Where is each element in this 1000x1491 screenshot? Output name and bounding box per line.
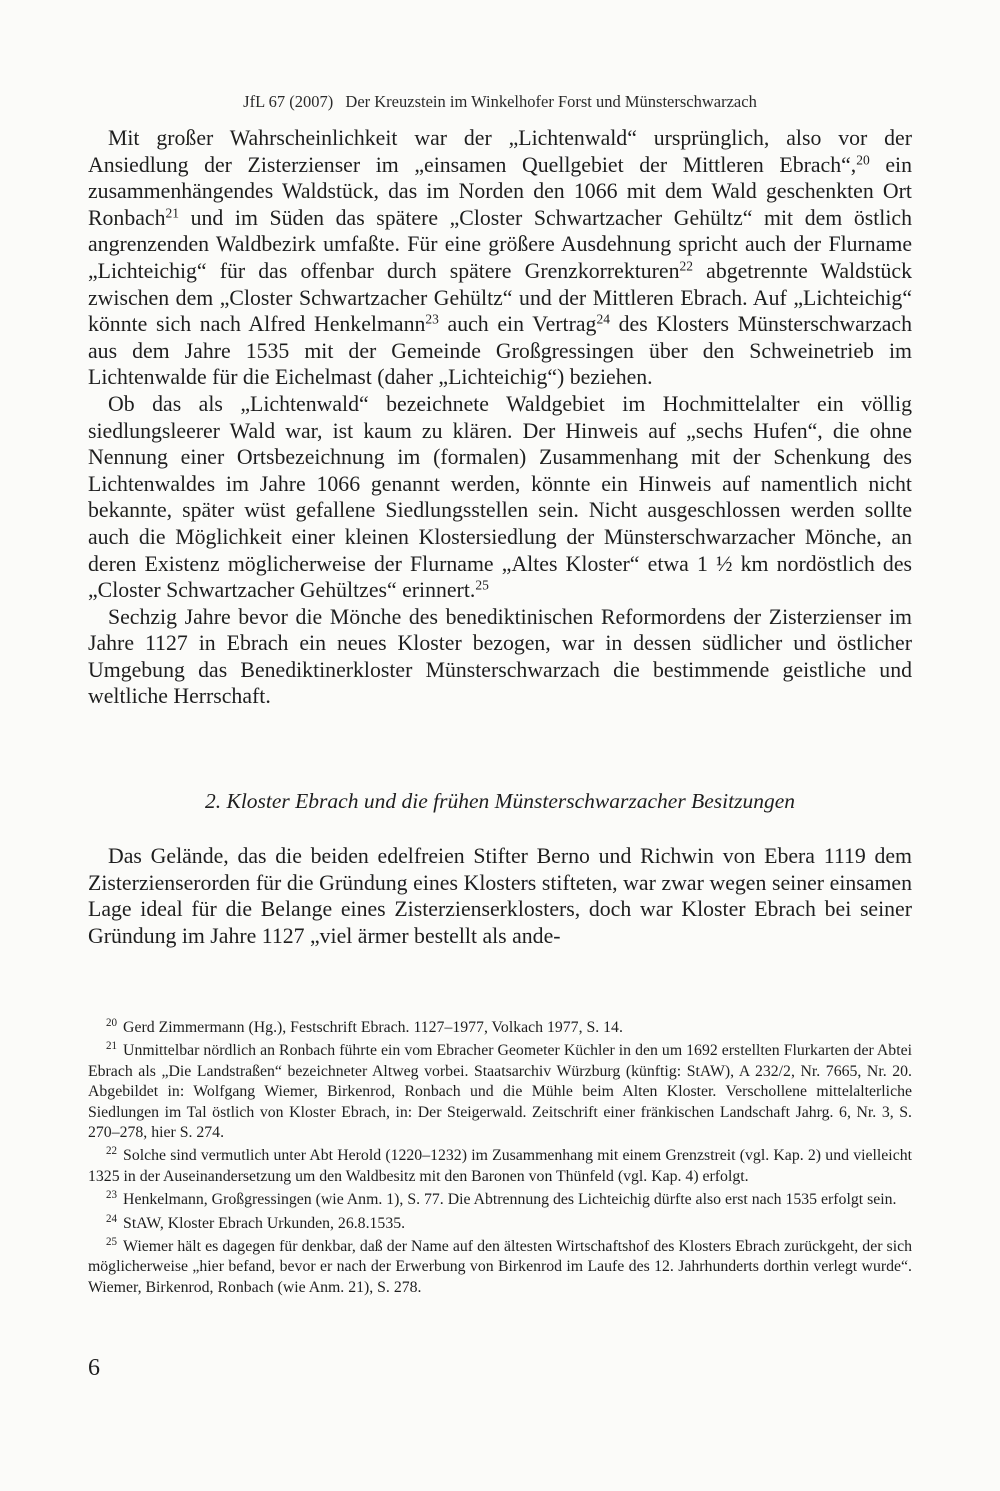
footnote-ref: 25	[475, 577, 489, 593]
paragraph: Das Gelände, das die beiden edelfreien Stifter Berno und Richwin von Ebera 1119 dem Zisterzienserorden für die Gründung eines Klosters stifteten, war zwar wegen seiner einsamen Lage ideal für die Belange eines Zisterzienserklosters, doch war Kloster Ebrach bei seiner Gründung im Jahre 1127 „viel ärmer bestellt als ande-	[88, 844, 912, 948]
footnote: $^{25}$ Wiemer hält es dagegen für denkbar, daß der Name auf den ältesten Wirtschaftshof des Klosters Ebrach zurückgeht, der sich möglicherweise „hier befand, bevor er nach der Erwerbung von Birkenrod im Laufe des 12. Jahrhunderts dorthin verlegt wurde“. Wiemer, Birkenrod, Ronbach (wie Anm. 21), S. 278.	[88, 1235, 912, 1296]
footnote: $^{21}$ Unmittelbar nördlich an Ronbach führte ein vom Ebracher Geometer Küchler in den um 1692 erstellten Flurkarten der Abtei Ebrach als „Die Landstraßen“ bezeichneter Altweg vorbei. Staatsarchiv Würzburg (künftig: StAW), A 232/2, Nr. 7665, Nr. 20. Abgebildet in: Wolfgang Wiemer, Birkenrod, Ronbach und die Mühle beim Alten Kloster. Verschollene mittelalterliche Siedlungen im Tal östlich von Kloster Ebrach, in: Der Steigerwald. Zeitschrift einer fränkischen Landschaft Jahrg. 6, Nr. 3, S. 270–278, hier S. 274.	[88, 1040, 912, 1142]
journal-reference: JfL 67 (2007)	[243, 92, 334, 111]
footnote-ref: 22	[679, 258, 694, 274]
footnote-ref: 24	[596, 311, 610, 327]
article-title: Der Kreuzstein im Winkelhofer Forst und Münsterschwarzach	[345, 92, 757, 111]
section-heading: 2. Kloster Ebrach und die frühen Münsterschwarzacher Besitzungen	[204, 789, 795, 813]
body-section-2	[88, 843, 912, 949]
paragraph: Mit großer Wahrscheinlichkeit war der „Lichtenwald“ ursprünglich, also vor der Ansiedlung der Zisterzienser im „einsamen Quellgebiet der Mittleren Ebrach“,$^{20}$ ein zusammenhängendes Waldstück, das im Norden den 1066 mit dem Wald geschenkten Ort Ronbach$^{21}$ und im Süden das spätere „Closter Schwartzacher Gehültz“ mit dem östlich angrenzenden Waldbezirk umfaßte. Für eine größere Ausdehnung spricht auch der Flurname „Lichteichig“ für das offenbar durch spätere Grenzkorrekturen$^{22}$ abgetrennte Waldstück zwischen dem „Closter Schwartzacher Gehültz“ und der Mittleren Ebrach. Auf „Lichteichig“ könnte sich nach Alfred Henkelmann$^{23}$ auch ein Vertrag$^{24}$ des Klosters Münsterschwarzach aus dem Jahre 1535 mit der Gemeinde Großgressingen über den Schweinetrieb im Lichtenwalde für die Eichelmast (daher „Lichteichig“) beziehen.	[88, 126, 913, 390]
footnote-ref: 20	[856, 152, 870, 168]
footnote-ref: 23	[425, 311, 439, 327]
footnote: $^{22}$ Solche sind vermutlich unter Abt Herold (1220–1232) im Zusammenhang mit einem Grenzstreit (vgl. Kap. 2) und vielleicht 1325 in der Auseinandersetzung um den Waldbesitz mit den Baronen von Thünfeld (vgl. Kap. 4) erfolgt.	[88, 1145, 912, 1185]
body-section-1	[88, 125, 912, 710]
footnote: $^{23}$ Henkelmann, Großgressingen (wie Anm. 1), S. 77. Die Abtrennung des Lichteichig dürfte also erst nach 1535 erfolgt sein.	[106, 1189, 897, 1209]
running-header	[88, 92, 912, 112]
footnotes	[88, 1018, 912, 1301]
page-number: 6	[88, 1355, 100, 1381]
paragraph: Ob das als „Lichtenwald“ bezeichnete Waldgebiet im Hochmittelalter ein völlig siedlungsleerer Wald war, ist kaum zu klären. Der Hinweis auf „sechs Hufen“, die ohne Nennung einer Ortsbezeichnung im (formalen) Zusammenhang mit der Schenkung des Lichtenwaldes im Jahre 1066 genannt werden, könnte ein Hinweis auf namentlich nicht bekannte, später wüst gefallene Siedlungsstellen sein. Nicht ausgeschlossen werden sollte auch die Möglichkeit einer kleinen Klostersiedlung der Münsterschwarzacher Mönche, an deren Existenz möglicherweise der Flurname „Altes Kloster“ etwa 1 ½ km nordöstlich des „Closter Schwartzacher Gehültzes“ erinnert.$^{25}$	[88, 391, 912, 603]
footnote: $^{24}$ StAW, Kloster Ebrach Urkunden, 26.8.1535.	[106, 1212, 406, 1232]
footnote-ref: 21	[165, 205, 179, 221]
paragraph: Sechzig Jahre bevor die Mönche des benediktinischen Reformordens der Zisterzienser im Jahre 1127 in Ebrach ein neues Kloster bezogen, war in dessen südlicher und östlicher Umgebung das Benediktinerkloster Münsterschwarzach die bestimmende geistliche und weltliche Herrschaft.	[88, 604, 912, 709]
footnote: $^{20}$ Gerd Zimmermann (Hg.), Festschrift Ebrach. 1127–1977, Volkach 1977, S. 14.	[106, 1016, 623, 1036]
